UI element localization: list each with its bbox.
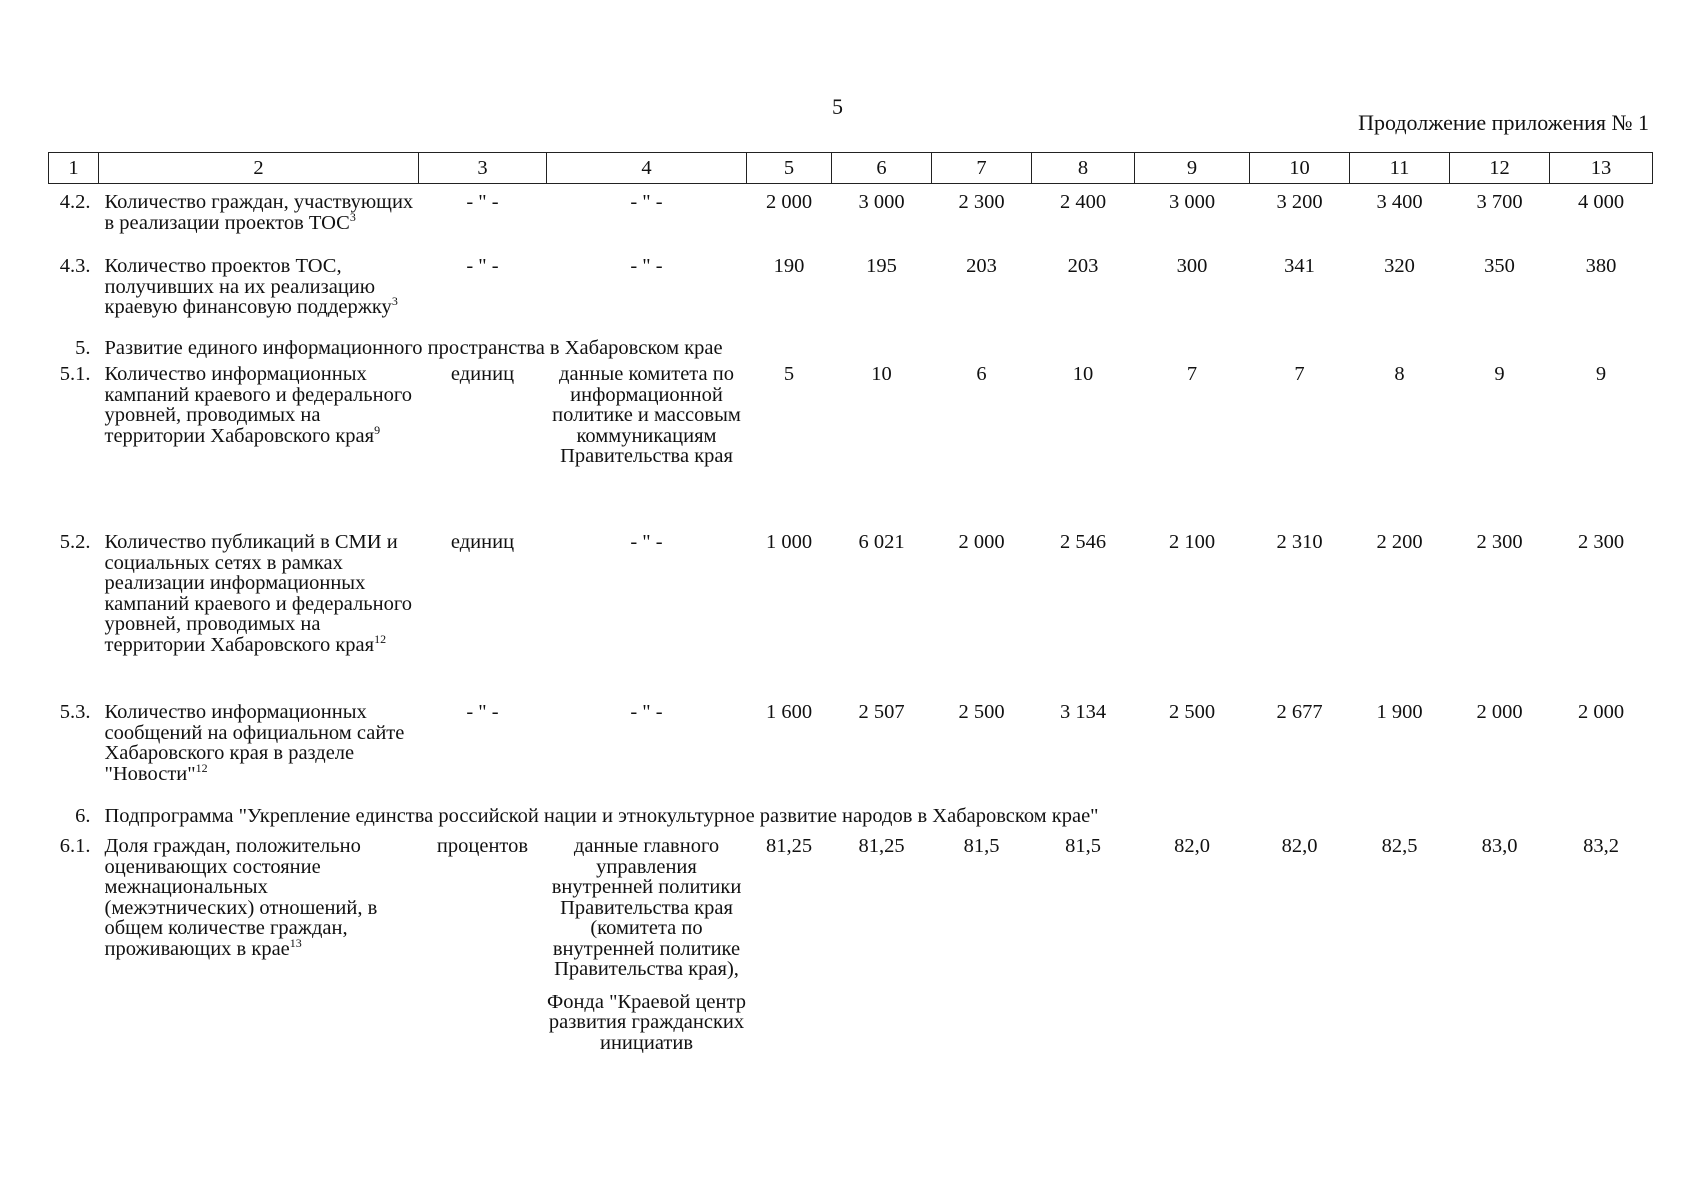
value-cell: 190: [773, 255, 805, 277]
value-cell: 82,0: [1174, 835, 1210, 857]
value-cell: 2 000: [765, 191, 813, 213]
table-row: [49, 192, 1653, 256]
value-cell: 3 000: [1168, 191, 1216, 213]
section-row: [49, 806, 1653, 836]
section-title: Развитие единого информационного пространства в Хабаровском крае: [104, 337, 723, 359]
table-row: [49, 532, 1653, 702]
value-cell: 2 200: [1376, 531, 1423, 553]
col-header: 13: [1550, 153, 1653, 184]
col-header: 7: [932, 153, 1032, 184]
unit: - " -: [466, 701, 499, 723]
value-cell: 82,5: [1381, 835, 1418, 857]
col-header: 9: [1135, 153, 1250, 184]
row-number: 5.3.: [59, 701, 91, 723]
table-row: [49, 364, 1653, 532]
unit: - " -: [466, 255, 499, 277]
value-cell: 7: [1186, 363, 1198, 385]
unit: процентов: [436, 835, 529, 857]
indicator-name: Количество информационных кампаний краевого и федерального уровней, проводимых на территории Хабаровского края: [104, 363, 413, 447]
value-cell: 3 700: [1476, 191, 1523, 213]
footnote-ref: 13: [289, 935, 302, 950]
unit: - " -: [466, 191, 499, 213]
table-row: [49, 256, 1653, 338]
value-cell: 81,25: [765, 835, 813, 857]
source: данные комитета по информационной политике и массовым коммуникациям Правительства края: [552, 363, 741, 467]
section-number: 6.: [75, 805, 91, 827]
value-cell: 2 400: [1059, 191, 1107, 213]
value-cell: 9: [1595, 363, 1607, 385]
value-cell: 83,2: [1583, 835, 1619, 857]
footnote-ref: 12: [195, 760, 208, 775]
source: данные главного управления внутренней политики Правительства края (комитета по внутренней политике Правительства края),: [551, 835, 742, 980]
value-cell: 3 134: [1059, 701, 1107, 723]
value-cell: 6 021: [858, 531, 905, 553]
col-header: 3: [419, 153, 547, 184]
value-cell: 350: [1484, 255, 1515, 277]
column-number-header: [49, 153, 1653, 184]
table-row: [49, 702, 1653, 806]
col-header: 10: [1250, 153, 1350, 184]
value-cell: 203: [1067, 255, 1099, 277]
section-row: [49, 338, 1653, 364]
source: - " -: [630, 531, 663, 553]
page-number: 5: [832, 94, 843, 119]
value-cell: 10: [1072, 363, 1094, 385]
col-header: 2: [99, 153, 419, 184]
row-number: 6.1.: [59, 835, 91, 857]
value-cell: 2 677: [1276, 701, 1323, 723]
source: - " -: [630, 701, 663, 723]
value-cell: 2 100: [1168, 531, 1216, 553]
footnote-ref: 9: [374, 422, 381, 437]
value-cell: 320: [1384, 255, 1415, 277]
value-cell: 300: [1176, 255, 1208, 277]
value-cell: 2 500: [1168, 701, 1216, 723]
value-cell: 82,0: [1281, 835, 1318, 857]
value-cell: 81,5: [1065, 835, 1101, 857]
value-cell: 1 900: [1376, 701, 1423, 723]
footnote-ref: 12: [374, 631, 387, 646]
indicators-table: [48, 152, 1653, 1053]
value-cell: 203: [966, 255, 997, 277]
value-cell: 2 507: [858, 701, 905, 723]
value-cell: 380: [1585, 255, 1617, 277]
indicator-name: Количество публикаций в СМИ и социальных сетях в рамках реализации информационных кампаний краевого и федерального уровней, проводимых на территории Хабаровского края: [104, 531, 413, 656]
value-cell: 6: [976, 363, 987, 385]
source: - " -: [630, 191, 663, 213]
value-cell: 3 000: [858, 191, 905, 213]
section-number: 5.: [75, 337, 91, 359]
col-header: 12: [1450, 153, 1550, 184]
footnote-ref: 3: [391, 294, 398, 309]
appendix-continuation-note: Продолжение приложения № 1: [1358, 110, 1649, 135]
row-number: 5.2.: [59, 531, 91, 553]
footnote-ref: 3: [349, 209, 356, 224]
value-cell: 8: [1394, 363, 1405, 385]
value-cell: 1 000: [765, 531, 813, 553]
value-cell: 5: [783, 363, 795, 385]
value-cell: 81,5: [963, 835, 1000, 857]
value-cell: 2 546: [1059, 531, 1107, 553]
value-cell: 2 500: [958, 701, 1005, 723]
value-cell: 2 000: [1577, 701, 1625, 723]
col-header: 8: [1032, 153, 1135, 184]
section-title: Подпрограмма "Укрепление единства российской нации и этнокультурное развитие народов в Хабаровском крае": [104, 805, 1099, 827]
col-header: 4: [547, 153, 747, 184]
source: - " -: [630, 255, 663, 277]
indicator-name: Количество граждан, участвующих в реализации проектов ТОС: [104, 191, 414, 234]
value-cell: 2 310: [1276, 531, 1323, 553]
value-cell: 341: [1284, 255, 1315, 277]
value-cell: 83,0: [1481, 835, 1518, 857]
value-cell: 4 000: [1577, 191, 1625, 213]
value-cell: 2 300: [958, 191, 1005, 213]
value-cell: 195: [866, 255, 897, 277]
indicator-name: Количество информационных сообщений на официальном сайте Хабаровского края в разделе "Новости": [104, 701, 405, 785]
col-header: 6: [832, 153, 932, 184]
row-number: 5.1.: [59, 363, 91, 385]
row-number: 4.2.: [59, 191, 91, 213]
value-cell: 2 300: [1577, 531, 1625, 553]
table-row: [49, 836, 1653, 1053]
col-header: 11: [1350, 153, 1450, 184]
unit: единиц: [450, 363, 515, 385]
col-header: 5: [747, 153, 832, 184]
col-header: 1: [49, 153, 99, 184]
row-number: 4.3.: [59, 255, 91, 277]
unit: единиц: [450, 531, 515, 553]
value-cell: 2 300: [1476, 531, 1523, 553]
source-extra: Фонда "Краевой центр развития гражданских инициатив: [547, 990, 746, 1054]
indicator-name: Доля граждан, положительно оценивающих состояние межнациональных (межэтнических) отношений, в общем количестве граждан, проживающих в крае: [104, 835, 378, 960]
value-cell: 1 600: [765, 701, 813, 723]
indicator-name: Количество проектов ТОС, получивших на их реализацию краевую финансовую поддержку: [104, 255, 392, 318]
value-cell: 3 400: [1376, 191, 1423, 213]
value-cell: 9: [1494, 363, 1505, 385]
value-cell: 10: [871, 363, 892, 385]
value-cell: 2 000: [958, 531, 1005, 553]
value-cell: 3 200: [1276, 191, 1323, 213]
value-cell: 81,25: [858, 835, 905, 857]
value-cell: 7: [1294, 363, 1305, 385]
value-cell: 2 000: [1476, 701, 1523, 723]
